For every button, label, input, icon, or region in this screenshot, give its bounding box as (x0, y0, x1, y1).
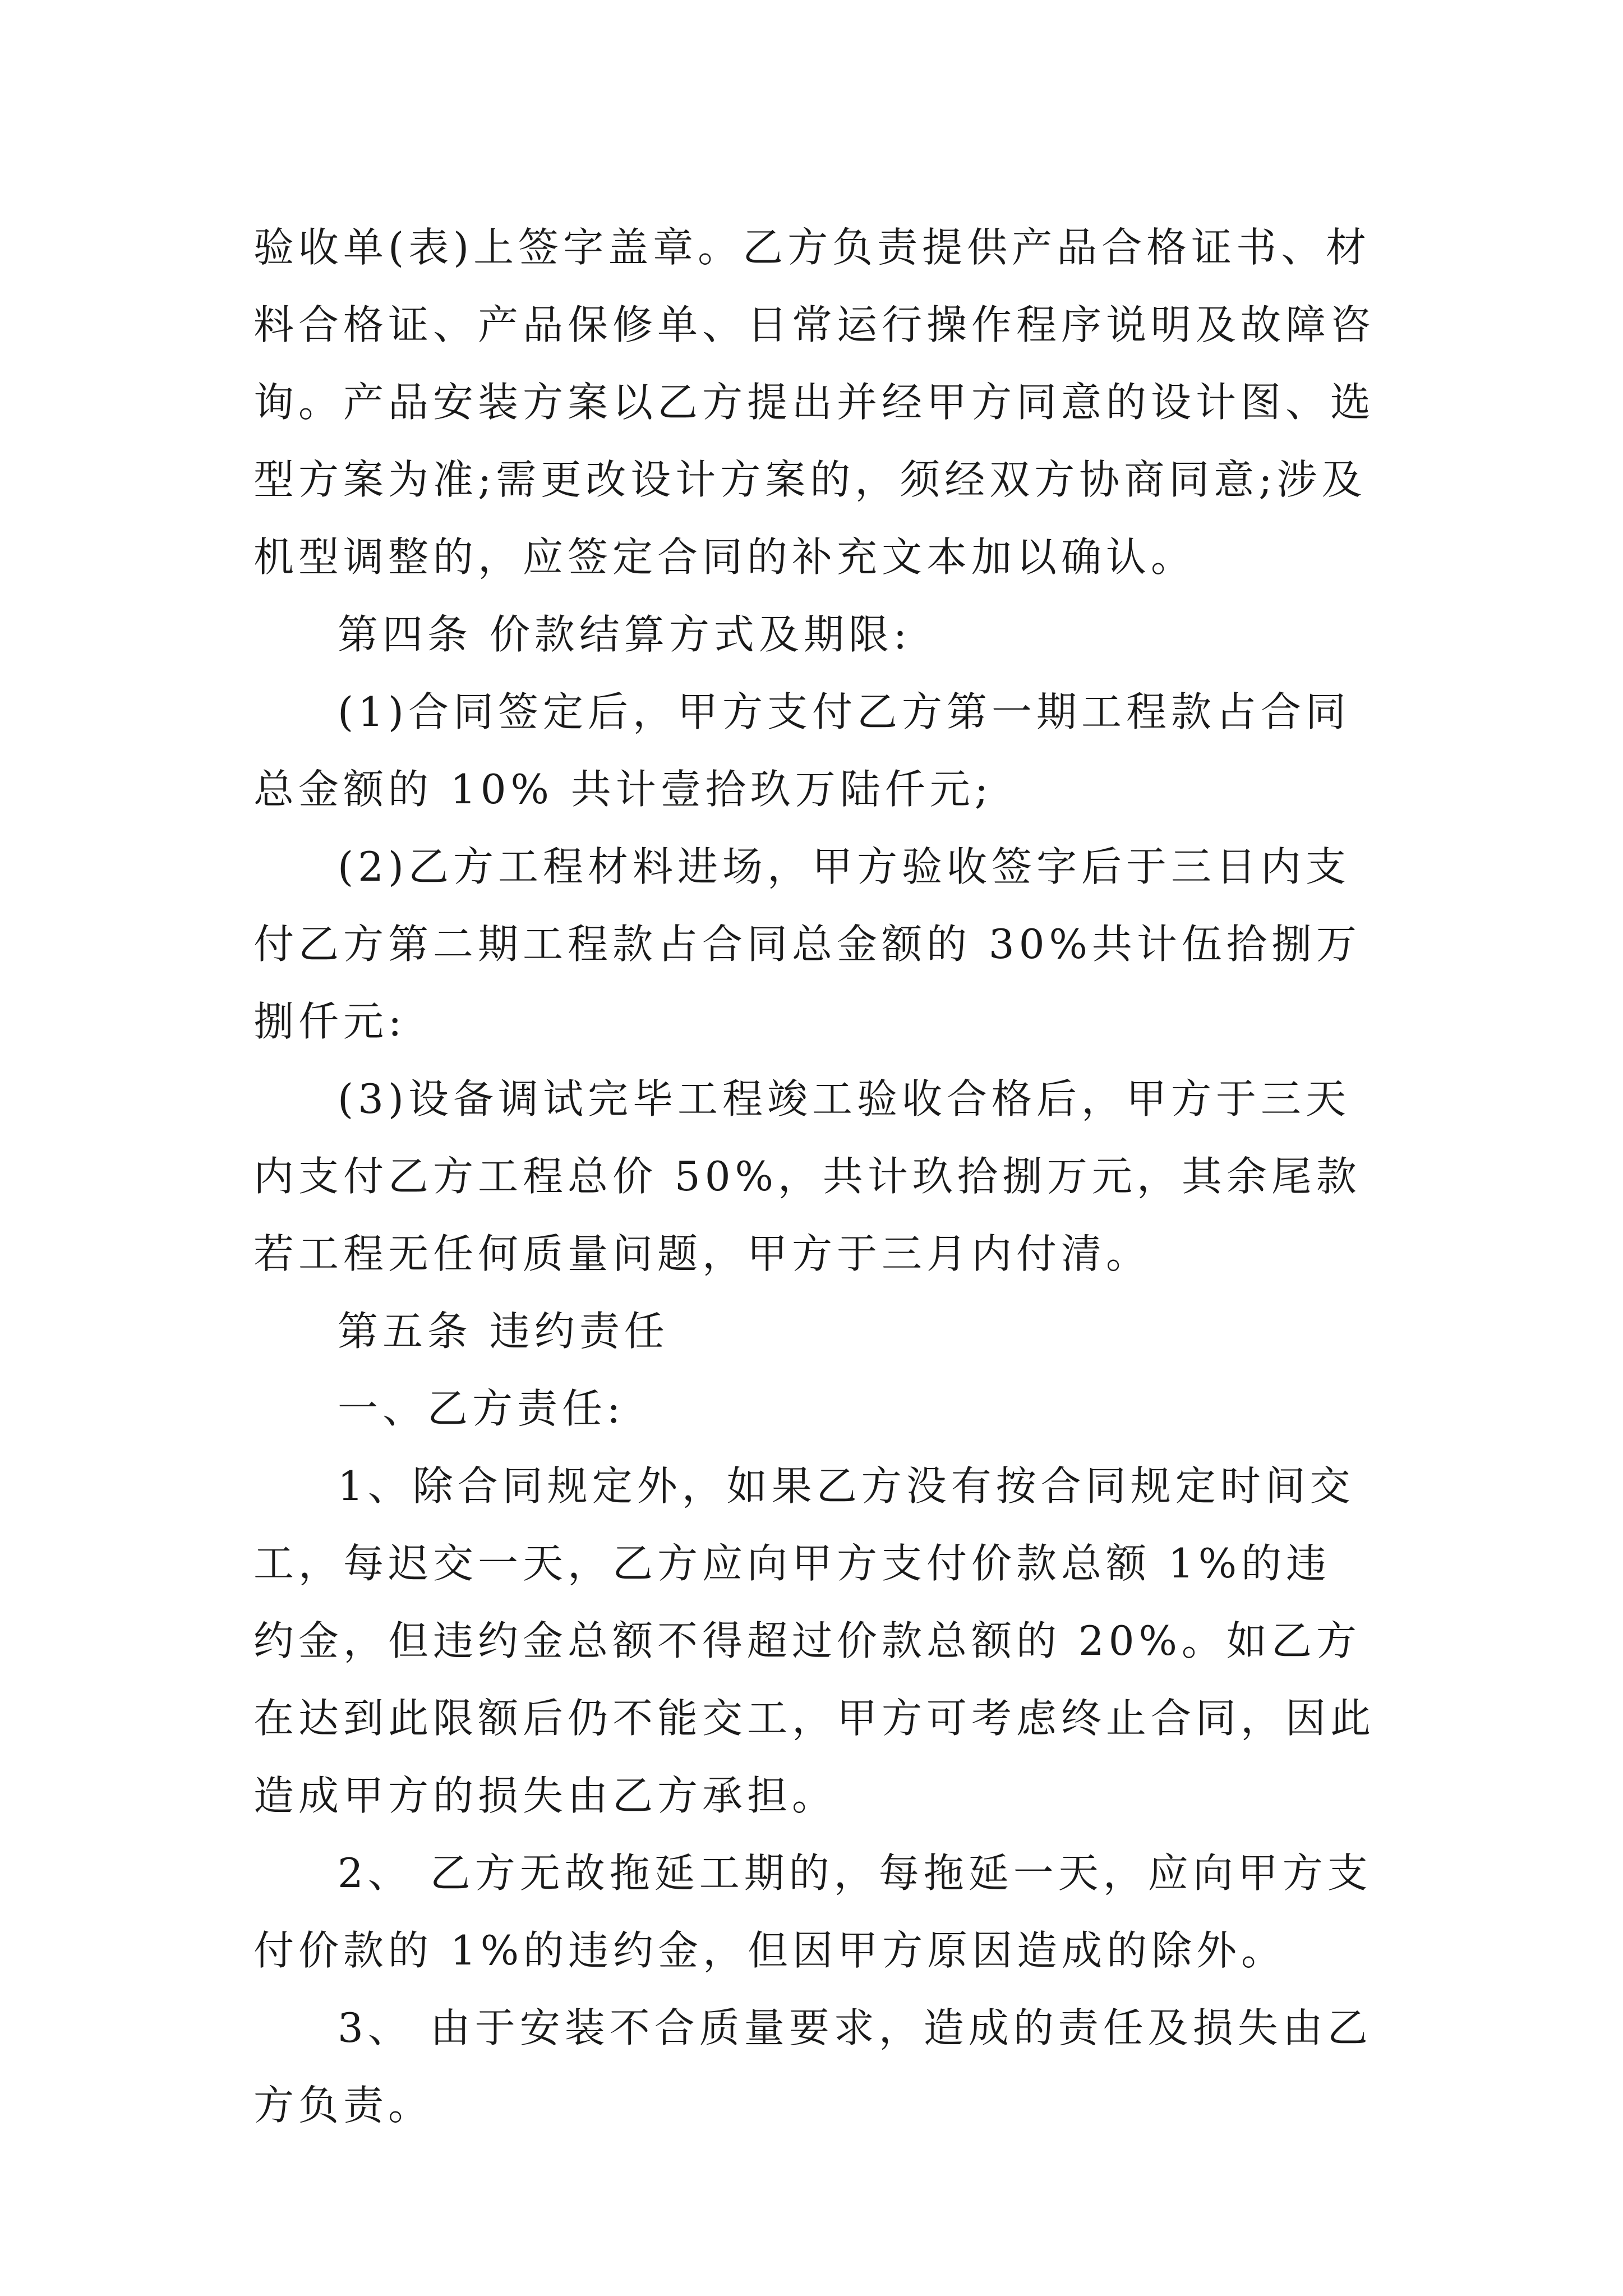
paragraph-acceptance-and-design: 验收单(表)上签字盖章。乙方负责提供产品合格证书、材料合格证、产品保修单、日常运行操作程序说明及故障咨询。产品安装方案以乙方提出并经甲方同意的设计图、选型方案为准;需更改设计方案的，须经双方协商同意;涉及机型调整的，应签定合同的补充文本加以确认。 (253, 224, 1376, 581)
payment-clause-2: (2)乙方工程材料进场，甲方验收签字后于三日内支付乙方第二期工程款占合同总金额的 30%共计伍拾捌万捌仟元: (253, 843, 1361, 1045)
payment-clause-3: (3)设备调试完毕工程竣工验收合格后，甲方于三天内支付乙方工程总价 50%，共计玖拾捌万元，其余尾款若工程无任何质量问题，甲方于三月内付清。 (253, 1075, 1361, 1277)
article-4-heading: 第四条 价款结算方式及期限: (338, 611, 912, 658)
payment-clause-1: (1)合同签定后，甲方支付乙方第一期工程款占合同总金额的 10% 共计壹拾玖万陆仟元; (253, 688, 1350, 813)
party-b-liability-heading: 一、乙方责任: (338, 1385, 625, 1432)
liability-clause-3: 3、 由于安装不合质量要求，造成的责任及损失由乙方负责。 (253, 2004, 1372, 2129)
liability-clause-1: 1、除合同规定外，如果乙方没有按合同规定时间交工，每迟交一天，乙方应向甲方支付价款总额 1%的违约金，但违约金总额不得超过价款总额的 20%。如乙方在达到此限额后仍不能交工，甲方可考虑终止合同，因此造成甲方的损失由乙方承担。 (253, 1462, 1376, 1819)
liability-clause-2: 2、 乙方无故拖延工期的，每拖延一天，应向甲方支付价款的 1%的违约金，但因甲方原因造成的除外。 (253, 1849, 1372, 1974)
article-5-heading: 第五条 违约责任 (338, 1308, 669, 1355)
document-body (253, 209, 1375, 2144)
